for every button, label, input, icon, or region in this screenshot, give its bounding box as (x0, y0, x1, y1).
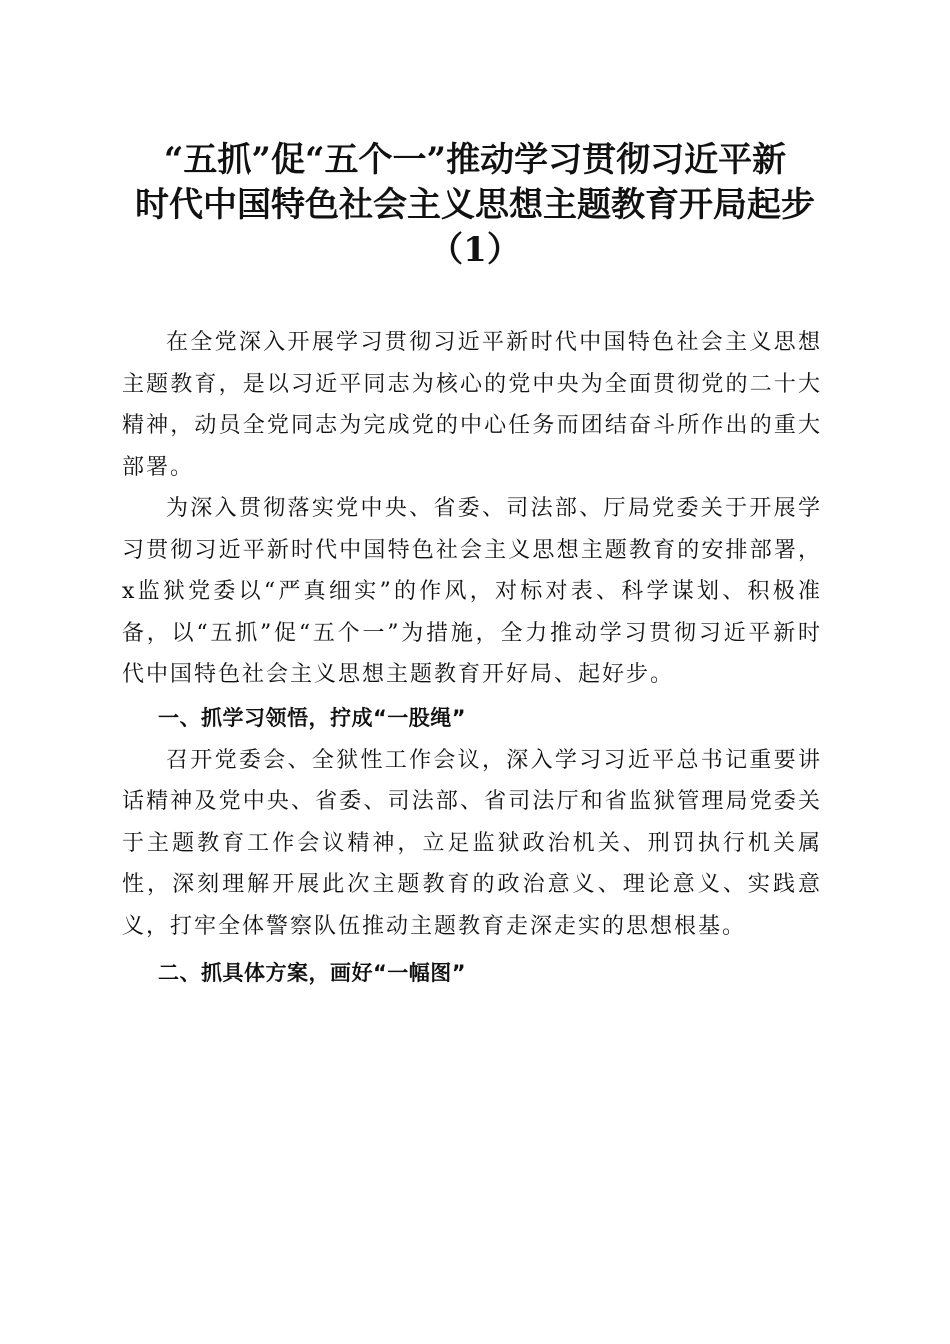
paragraph-deployment: 为深入贯彻落实党中央、省委、司法部、厅局党委关于开展学习贯彻习近平新时代中国特色社会主义思想主题教育的安排部署，x监狱党委以“严真细实”的作风，对标对表、科学谋划、积极准备，以“五抓”促“五个一”为措施，全力推动学习贯彻习近平新时代中国特色社会主义思想主题教育开好局、起好步。 (122, 496, 822, 687)
paragraph-intro: 在全党深入开展学习贯彻习近平新时代中国特色社会主义思想主题教育，是以习近平同志为核心的党中央为全面贯彻党的二十大精神，动员全党同志为完成党的中心任务而团结奋斗所作出的重大部署。 (122, 330, 822, 480)
title-line-1: “五抓”促“五个一”推动学习贯彻习近平新 (163, 140, 787, 180)
paragraph-section-1: 召开党委会、全狱性工作会议，深入学习习近平总书记重要讲话精神及党中央、省委、司法部、省司法厅和省监狱管理局党委关于主题教育工作会议精神，立足监狱政治机关、刑罚执行机关属性，深刻理解开展此次主题教育的政治意义、理论意义、实践意义，打牢全体警察队伍推动主题教育走深走实的思想根基。 (122, 747, 822, 939)
document-title (110, 138, 840, 273)
title-line-3: （1） (429, 230, 521, 270)
section-heading-2: 二、抓具体方案，画好“一幅图” (158, 961, 467, 985)
section-heading-1: 一、抓学习领悟，拧成“一股绳” (158, 705, 467, 730)
title-line-2: 时代中国特色社会主义思想主题教育开局起步 (135, 185, 815, 225)
document-body (122, 322, 822, 995)
